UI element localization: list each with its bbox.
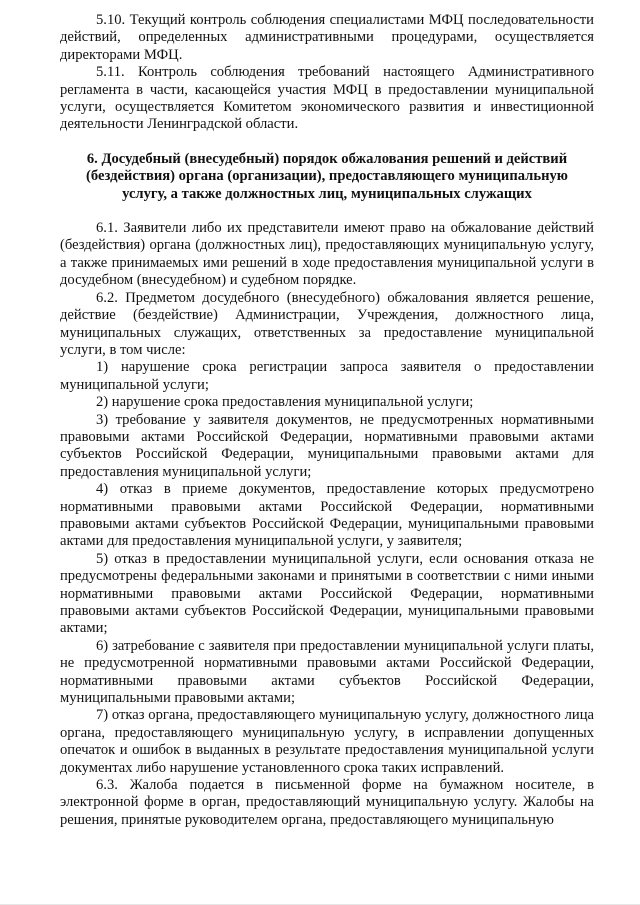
paragraph-6-2: 6.2. Предметом досудебного (внесудебного) обжалования является решение, действие (бездействие) Администрации, Учреждения, должностного лица, муниципальных служащих, ответственных за предоставление муниципальной услуги, в том числе: [60,289,594,358]
list-item-2: 2) нарушение срока предоставления муниципальной услуги; [96,394,474,411]
document-page [60,12,594,829]
heading-line: (бездействия) органа (организации), предоставляющего муниципальную [86,168,568,185]
paragraph-6-1: 6.1. Заявители либо их представители имеют право на обжалование действий (бездействия) органа (должностных лиц), предоставляющих муниципальную услугу, а также принимаемых ими решений в ходе предоставления муниципальной услуги в досудебном (внесудебном) и судебном порядке. [60,220,594,289]
paragraph-5-11: 5.11. Контроль соблюдения требований настоящего Административного регламента в части, касающейся участия МФЦ в предоставлении муниципальной услуги, осуществляется Комитетом экономического развития и инвестиционной деятельности Ленинградской области. [60,64,594,133]
paragraph-6-3: 6.3. Жалоба подается в письменной форме на бумажном носителе, в электронной форме в орган, предоставляющий муниципальную услугу. Жалобы на решения, принятые руководителем органа, предоставляющего муниципальную [60,777,594,828]
list-item-3: 3) требование у заявителя документов, не предусмотренных нормативными правовыми актами Российской Федерации, нормативными правовыми актами субъектов Российской Федерации, муниципальными правовыми актами для предоставления муниципальной услуги; [60,411,594,480]
paragraph-5-10: 5.10. Текущий контроль соблюдения специалистами МФЦ последовательности действий, определенных административными процедурами, осуществляется директорами МФЦ. [60,12,594,63]
list-item-1: 1) нарушение срока регистрации запроса заявителя о предоставлении муниципальной услуги; [60,359,594,393]
list-item-5: 5) отказ в предоставлении муниципальной услуги, если основания отказа не предусмотрены федеральными законами и принятыми в соответствии с ними иными нормативными правовыми актами Российской Федерации, нормативными правовыми актами субъектов Российской Федерации, муниципальными правовыми актами; [60,550,594,637]
list-item-7: 7) отказ органа, предоставляющего муниципальную услугу, должностного лица органа, предоставляющего муниципальную услугу, в исправлении допущенных опечаток и ошибок в выданных в результате предоставления муниципальной услуги документах либо нарушение установленного срока таких исправлений. [60,707,594,776]
section-6-heading [60,151,594,203]
list-item-6: 6) затребование с заявителя при предоставлении муниципальной услуги платы, не предусмотренной нормативными правовыми актами Российской Федерации, нормативными правовыми актами субъектов Российской Федерации, муниципальными правовыми актами; [60,637,594,707]
heading-line: услугу, а также должностных лиц, муниципальных служащих [122,185,532,202]
list-item-4: 4) отказ в приеме документов, предоставление которых предусмотрено нормативными правовыми актами Российской Федерации, нормативными правовыми актами субъектов Российской Федерации, муниципальными правовыми актами для предоставления муниципальной услуги, у заявителя; [60,481,594,550]
heading-line: 6. Досудебный (внесудебный) порядок обжалования решений и действий [86,150,568,167]
